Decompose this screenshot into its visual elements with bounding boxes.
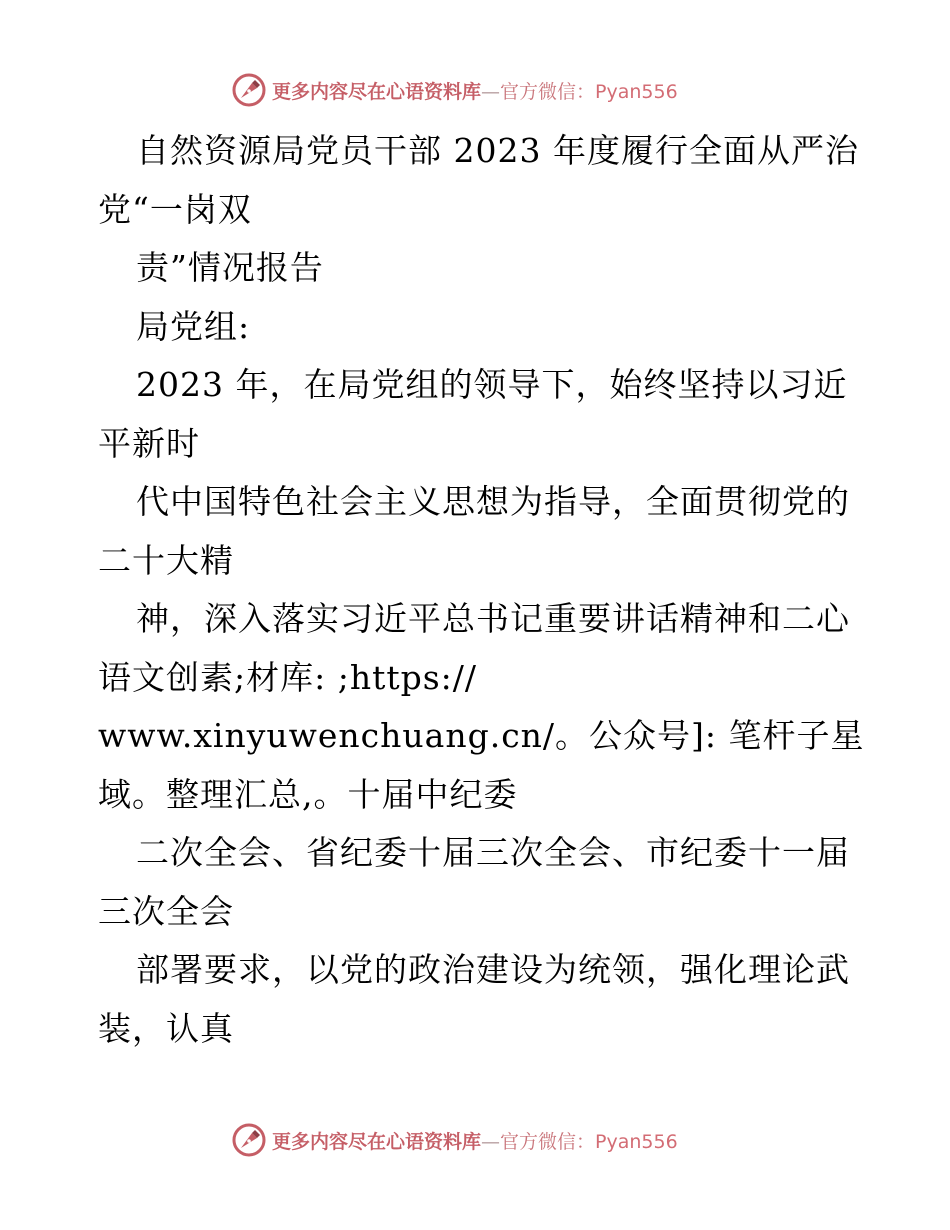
document-paragraph-line: 二次全会、省纪委十届三次全会、市纪委十一届: [136, 833, 850, 872]
document-body: [98, 122, 868, 1058]
document-title-line-3: 责”情况报告: [136, 248, 324, 287]
pen-nib-logo-icon: [232, 1123, 266, 1157]
document-paragraph-line: 代中国特色社会主义思想为指导，全面贯彻党的: [136, 482, 850, 521]
document-title-line-2: 党“一岗双: [98, 189, 252, 229]
pen-nib-logo-icon: [232, 73, 266, 107]
footer-watermark-banner: [232, 1122, 678, 1158]
document-paragraph-line: 部署要求，以党的政治建设为统领，强化理论武: [136, 950, 850, 989]
watermark-brand-text: 更多内容尽在心语资料库: [272, 1130, 482, 1153]
document-paragraph-line: www.xinyuwenchuang.cn/。公众号]: 笔杆子星: [98, 716, 865, 755]
watermark-wechat-label: 官方微信：: [500, 1130, 596, 1153]
watermark-wechat-id: Pyan556: [595, 1130, 678, 1153]
document-paragraph-line: 三次全会: [98, 891, 234, 931]
watermark-brand-text: 更多内容尽在心语资料库: [272, 80, 482, 103]
document-paragraph-line: 语文创素;材库: ;https://: [98, 657, 478, 697]
document-salutation: 局党组:: [136, 306, 251, 346]
watermark-wechat-id: Pyan556: [595, 80, 678, 103]
document-title-line-1: 自然资源局党员干部 2023 年度履行全面从严治: [136, 131, 859, 170]
document-paragraph-line: 装，认真: [98, 1008, 234, 1048]
document-paragraph-line: 平新时: [98, 423, 200, 463]
document-paragraph-line: 域。整理汇总,。十届中纪委: [98, 774, 518, 814]
header-watermark-banner: [232, 72, 678, 108]
watermark-separator: —: [481, 80, 501, 103]
document-paragraph-line: 2023 年，在局党组的领导下，始终坚持以习近: [136, 365, 848, 404]
watermark-separator: —: [481, 1130, 501, 1153]
watermark-wechat-label: 官方微信：: [500, 80, 596, 103]
document-paragraph-line: 神，深入落实习近平总书记重要讲话精神和二心: [136, 599, 850, 638]
document-paragraph-line: 二十大精: [98, 540, 234, 580]
